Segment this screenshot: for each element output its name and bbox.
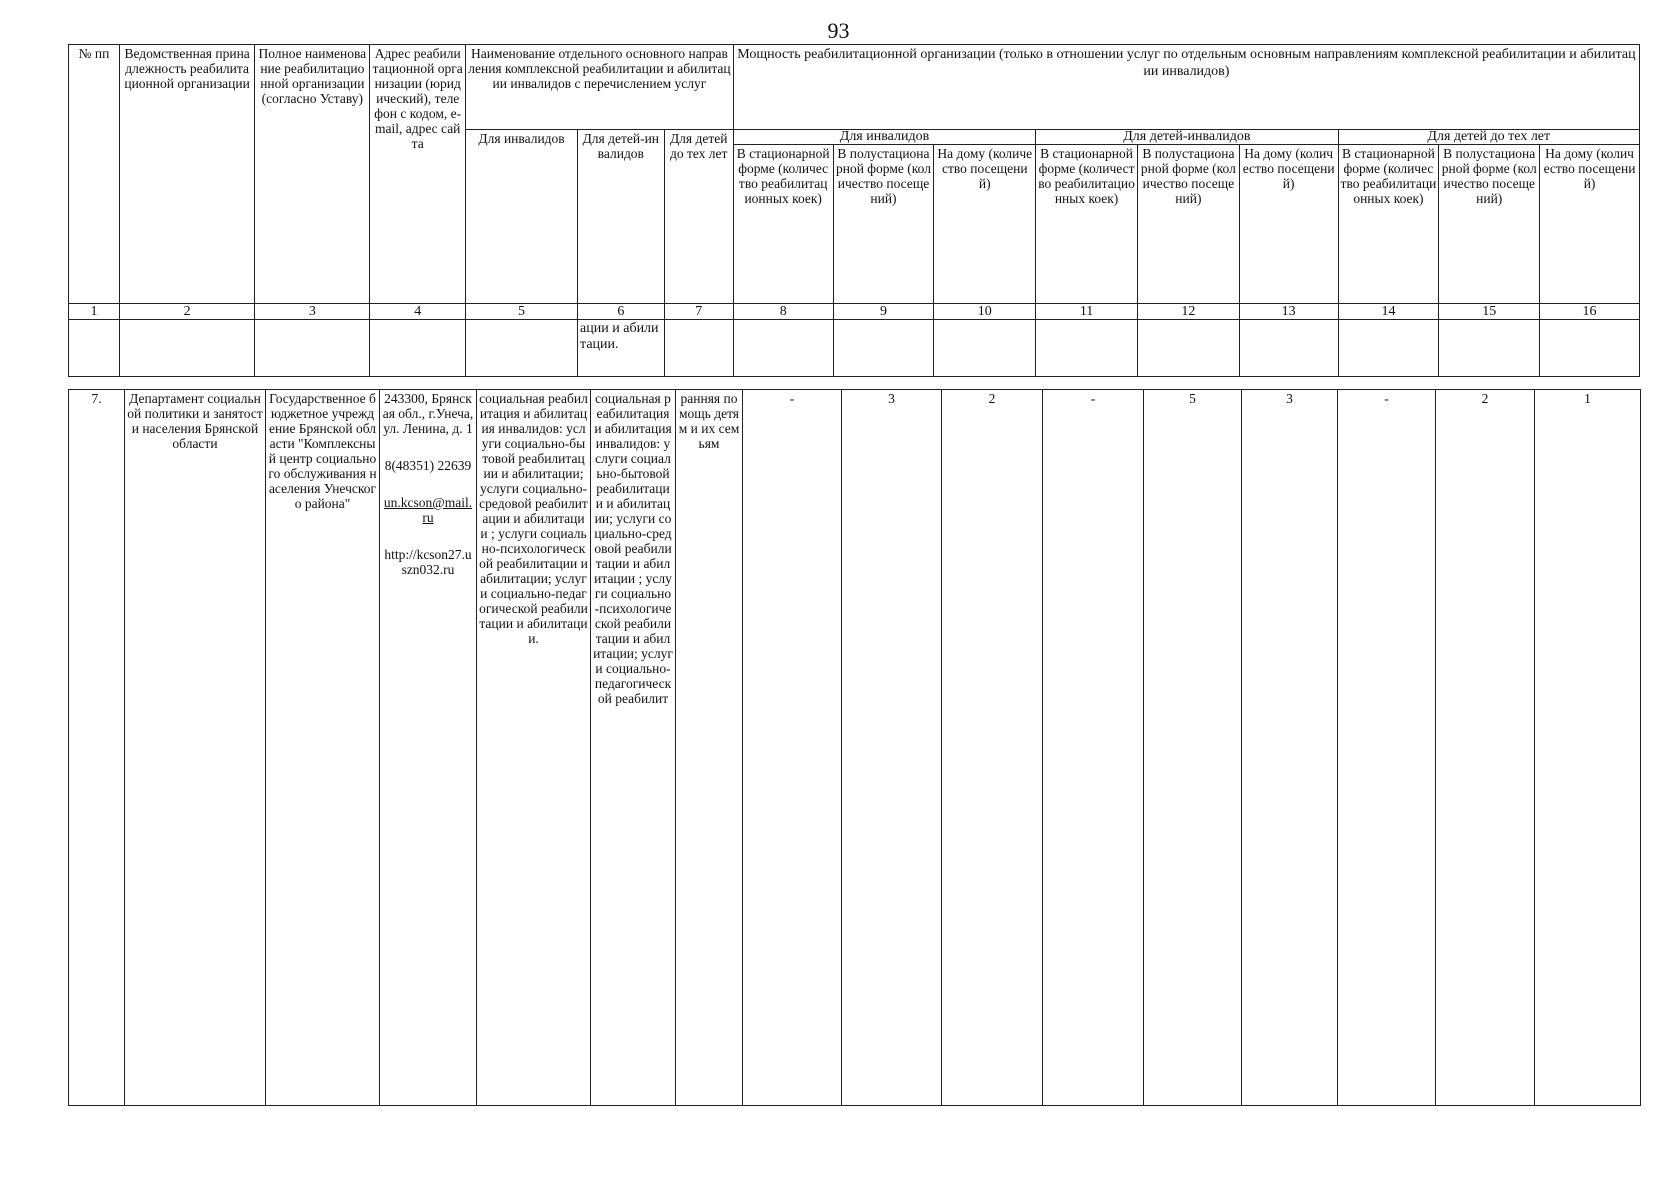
header-semi: В полустационарной форме (количество посещений)	[1439, 145, 1540, 304]
continued-services-fragment: ации и абилитации.	[578, 320, 665, 377]
row7-services-early: ранняя помощь детям и их семьям	[676, 390, 743, 1106]
col-number: 1	[69, 304, 120, 320]
header-stationary: В стационарной форме (количество реабилитационных коек)	[733, 145, 833, 304]
row7-organization-name: Государственное бюджетное учреждение Брянской области "Комплексный центр социального обслуживания населения Унечского района"	[266, 390, 380, 1106]
header-semi: В полустационарной форме (количество посещений)	[833, 145, 934, 304]
page-number: 93	[827, 18, 850, 43]
row7-department: Департамент социальной политики и занятости населения Брянской области	[125, 390, 266, 1106]
row7-value-semi-early: 2	[1436, 390, 1535, 1106]
row7-value-stationary-children: -	[1043, 390, 1144, 1106]
row7-address	[380, 390, 477, 1106]
col-number: 14	[1338, 304, 1439, 320]
header-directions: Наименование отдельного основного направления комплексной реабилитации и абилитации инвалидов с перечислением услуг	[466, 45, 734, 130]
col-number: 6	[578, 304, 665, 320]
row7-services-disabled: социальная реабилитация и абилитация инвалидов: услуги социально-бытовой реабилитации и абилитации; услуги социально-средовой реабилитации и абилитации ; услуги социально-психологической реабилитации и абилитации; услуги социально-педагогической реабилитации и абилитации.	[477, 390, 591, 1106]
col-number: 10	[934, 304, 1036, 320]
row7-value-home-early: 1	[1535, 390, 1641, 1106]
col-number: 16	[1540, 304, 1640, 320]
col-number: 9	[833, 304, 934, 320]
row7-website: http://kcson27.uszn032.ru	[384, 547, 472, 577]
header-dir-early: Для детей до тех лет	[664, 130, 733, 304]
continued-row	[69, 320, 1640, 377]
header-stationary: В стационарной форме (количество реабилитационных коек)	[1036, 145, 1138, 304]
row7-value-stationary-disabled: -	[743, 390, 842, 1106]
header-dept: Ведомственная принадлежность реабилитационной организации	[119, 45, 254, 304]
row7-value-stationary-early: -	[1338, 390, 1436, 1106]
col-number: 7	[664, 304, 733, 320]
col-number: 3	[255, 304, 370, 320]
col-number: 8	[733, 304, 833, 320]
row7-value-semi-disabled: 3	[842, 390, 942, 1106]
header-dir-disabled: Для инвалидов	[466, 130, 578, 304]
header-capacity: Мощность реабилитационной организации (только в отношении услуг по отдельным основным направлениям комплексной реабилитации и абилитации инвалидов)	[733, 45, 1639, 130]
header-group-children: Для детей-инвалидов	[1036, 130, 1338, 145]
header-no: № пп	[69, 45, 120, 304]
row7-number: 7.	[69, 390, 125, 1106]
col-number: 2	[119, 304, 254, 320]
header-group-disabled: Для инвалидов	[733, 130, 1035, 145]
col-number: 5	[466, 304, 578, 320]
col-number: 4	[370, 304, 466, 320]
row-7-table	[68, 389, 1641, 1106]
row7-value-home-children: 3	[1242, 390, 1338, 1106]
row7-phone: 8(48351) 22639	[384, 458, 472, 473]
header-home: На дому (количество посещений)	[1239, 145, 1338, 304]
header-home: На дому (количество посещений)	[934, 145, 1036, 304]
header-group-early: Для детей до тех лет	[1338, 130, 1639, 145]
header-address: Адрес реабилитационной организации (юридический), телефон с кодом, e-mail, адрес сайта	[370, 45, 466, 304]
header-home: На дому (количество посещений)	[1540, 145, 1640, 304]
header-name: Полное наименование реабилитационной организации (согласно Уставу)	[255, 45, 370, 304]
header-dir-children: Для детей-инвалидов	[578, 130, 665, 304]
table-row	[69, 390, 1641, 1106]
row7-services-children: социальная реабилитация и абилитация инвалидов: услуги социально-бытовой реабилитации и абилитации; услуги социально-средовой реабилитации и абилитации ; услуги социально-психологической реабилитации и абилитации; услуги социально-педагогической реабилит	[591, 390, 676, 1106]
col-number: 11	[1036, 304, 1138, 320]
row7-email-link[interactable]: un.kcson@mail.ru	[383, 495, 473, 525]
row7-value-home-disabled: 2	[942, 390, 1043, 1106]
col-number: 15	[1439, 304, 1540, 320]
header-semi: В полустационарной форме (количество посещений)	[1137, 145, 1239, 304]
col-number: 12	[1137, 304, 1239, 320]
row7-value-semi-children: 5	[1144, 390, 1242, 1106]
row7-postal-address: 243300, Брянская обл., г.Унеча, ул. Ленина, д. 1	[382, 391, 474, 436]
header-stationary: В стационарной форме (количество реабилитационных коек)	[1338, 145, 1439, 304]
col-number: 13	[1239, 304, 1338, 320]
header-table	[68, 44, 1640, 377]
